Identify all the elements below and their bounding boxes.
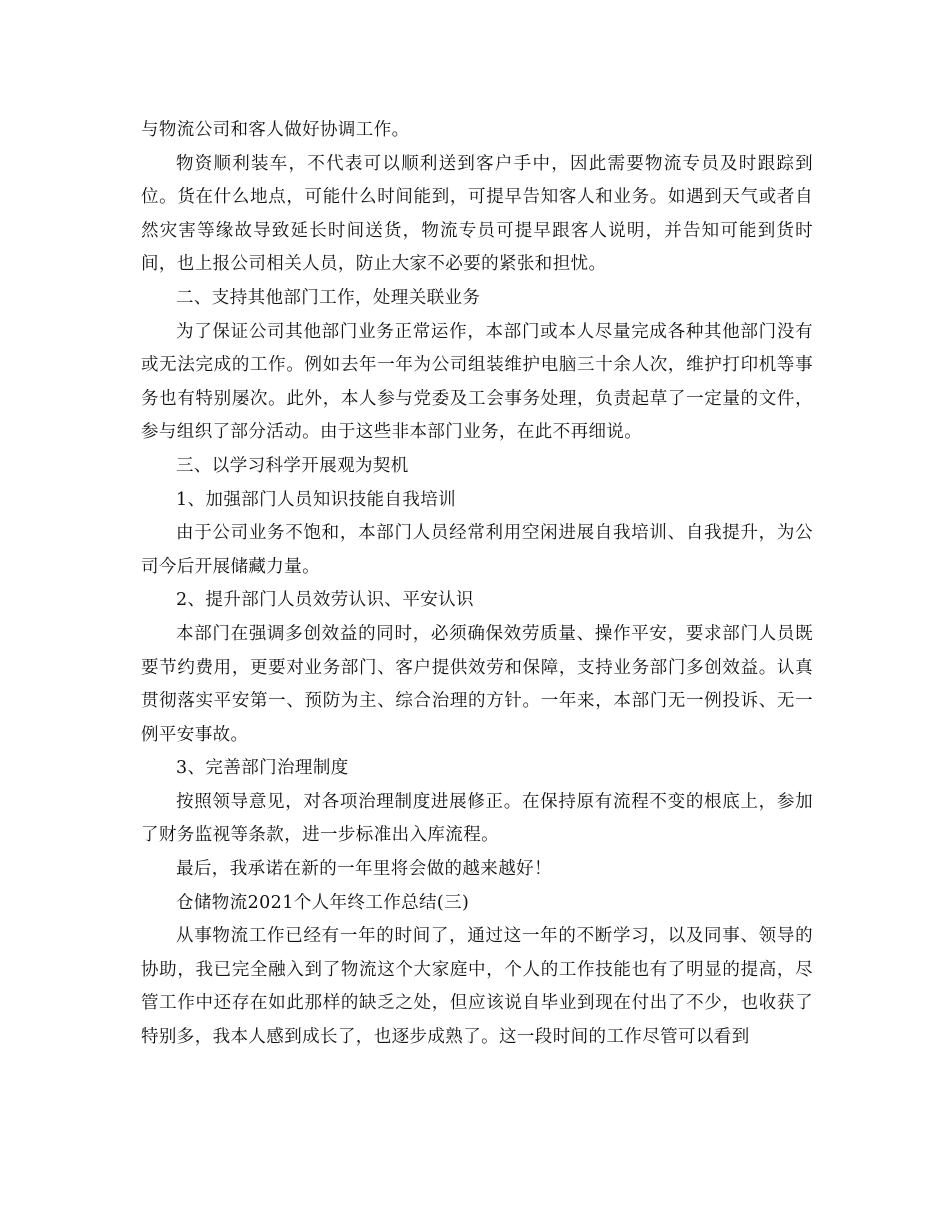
paragraph-service-safety: 本部门在强调多创效益的同时，必须确保效劳质量、操作平安，要求部门人员既要节约费用，更要对业务部门、客户提供效劳和保障，支持业务部门多创效益。认真贯彻落实平安第一、预防为主、综合治理的方针。一年来，本部门无一例投诉、无一例平安事故。 (141, 623, 813, 745)
paragraph-support-departments: 为了保证公司其他部门业务正常运作，本部门或本人尽量完成各种其他部门没有或无法完成的工作。例如去年一年为公司组装维护电脑三十余人次，维护打印机等事务也有特别屡次。此外，本人参与党委及工会事务处理，负责起草了一定量的文件，参与组织了部分活动。由于这些非本部门业务，在此不再细说。 (141, 321, 813, 443)
paragraph-logistics-tracking: 物资顺利装车，不代表可以顺利送到客户手中，因此需要物流专员及时跟踪到位。货在什么地点，可能什么时间能到，可提早告知客人和业务。如遇到天气或者自然灾害等缘故导致延长时间送货，物流专员可提早跟客人说明，并告知可能到货时间，也上报公司相关人员，防止大家不必要的紧张和担忧。 (141, 153, 813, 275)
paragraph-management-system: 按照领导意见，对各项治理制度进展修正。在保持原有流程不变的根底上，参加了财务监视等条款，进一步标准出入库流程。 (141, 791, 813, 846)
subheading-3: 3、完善部门治理制度 (176, 758, 349, 779)
paragraph-closing: 最后，我承诺在新的一年里将会做的越来越好！ (176, 859, 552, 880)
document-body (141, 114, 813, 1055)
section-heading-3: 三、以学习科学开展观为契机 (176, 455, 409, 476)
paragraph-continuation: 与物流公司和客人做好协调工作。 (141, 120, 410, 140)
subheading-1: 1、加强部门人员知识技能自我培训 (176, 489, 457, 510)
paragraph-self-training: 由于公司业务不饱和，本部门人员经常利用空闲进展自我培训、自我提升，为公司今后开展储藏力量。 (141, 523, 813, 577)
paragraph-intro-summary-3: 从事物流工作已经有一年的时间了，通过这一年的不断学习，以及同事、领导的协助，我已完全融入到了物流这个大家庭中，个人的工作技能也有了明显的提高，尽管工作中还存在如此那样的缺乏之处，但应该说自毕业到现在付出了不少，也收获了特别多，我本人感到成长了，也逐步成熟了。这一段时间的工作尽管可以看到 (141, 926, 813, 1048)
section-heading-2: 二、支持其他部门工作，处理关联业务 (176, 287, 481, 308)
subheading-2: 2、提升部门人员效劳认识、平安认识 (176, 590, 474, 611)
document-section-title: 仓储物流2021个人年终工作总结(三) (176, 892, 470, 913)
